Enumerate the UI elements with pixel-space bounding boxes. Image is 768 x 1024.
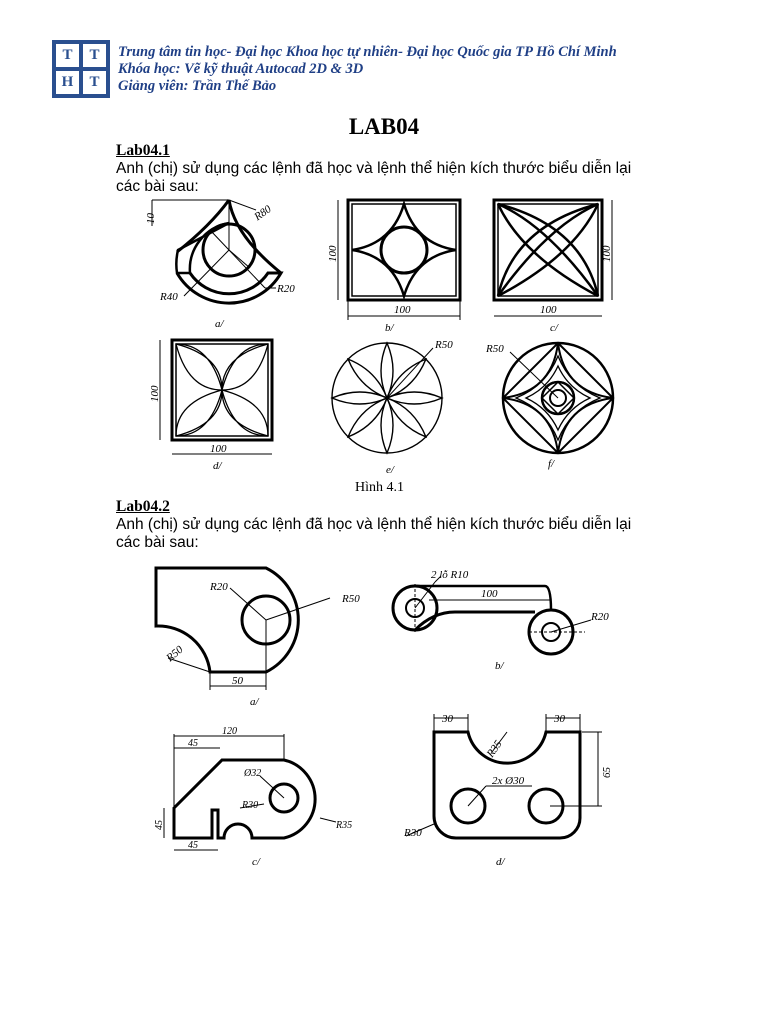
section-instruction-lab04-1: Anh (chị) sử dụng các lệnh đã học và lệnh thể hiện kích thước biểu diễn lại các bài sau: [116,160,632,195]
logo-letter: T [56,44,79,67]
figure-4-2-d [400,708,620,853]
document-header [118,44,617,95]
dim-2d-2x30: 2x Ø30 [492,775,525,787]
dim-2d-30-right: 30 [554,713,565,725]
dim-f-r50: R50 [486,343,504,355]
figure-label-b: b/ [385,322,394,334]
dim-2d-r30: R30 [404,827,422,839]
dim-2a-r20: R20 [210,581,228,593]
figure-label-d: d/ [213,460,222,472]
figure-label-c: c/ [550,322,558,334]
dim-2a-r50b: R50 [164,643,186,665]
figure-4-1-e [325,336,465,466]
dim-a-r20: R20 [277,283,295,295]
figure-label-2b: b/ [495,660,504,672]
header-institution: Trung tâm tin học- Đại học Khoa học tự nhiên- Đại học Quốc gia TP Hồ Chí Minh [118,44,617,60]
section-instruction-lab04-2: Anh (chị) sử dụng các lệnh đã học và lệnh thể hiện kích thước biểu diễn lại các bài sau: [116,516,632,551]
dim-2c-45-bottom: 45 [188,840,198,851]
page-title: LAB04 [348,114,420,139]
section-heading-lab04-2: Lab04.2 [116,498,170,515]
figure-label-2d: d/ [496,856,505,868]
figure-4-2-c [154,726,380,861]
dim-d-width: 100 [210,443,227,455]
center-logo [52,40,110,98]
dim-a-r40: R40 [160,291,178,303]
dim-2d-30-left: 30 [442,713,453,725]
section-heading-lab04-1: Lab04.1 [116,142,170,159]
dim-2c-r35: R35 [336,820,353,831]
dim-2d-65: 65 [601,767,613,778]
dim-a-10: 10 [145,213,157,224]
figure-label-2c: c/ [252,856,260,868]
dim-b-height: 100 [327,245,339,262]
dim-2c-120: 120 [222,726,237,737]
figure-4-1-c [492,196,632,326]
dim-2c-45-top: 45 [188,738,198,749]
dim-2b-r20: R20 [591,611,609,623]
dim-c-height: 100 [601,245,613,262]
figure-label-a: a/ [215,318,224,330]
figure-label-e: e/ [386,464,394,476]
dim-d-height: 100 [149,385,161,402]
figure-4-1-f [486,336,630,466]
logo-letter: T [83,71,106,94]
figure-label-f: f/ [548,458,555,470]
figure-4-2-b [385,564,625,664]
figure-4-1-d [150,336,280,461]
dim-a-r80: R80 [252,203,274,224]
logo-letter: H [56,71,79,94]
figure-4-1-a [140,196,310,316]
dim-2c-d32: Ø32 [244,768,262,779]
dim-2c-r30: R30 [242,800,259,811]
dim-e-r50: R50 [435,339,453,351]
header-course: Khóa học: Vẽ kỹ thuật Autocad 2D & 3D [118,61,364,77]
dim-2b-100: 100 [481,588,498,600]
dim-2b-holes: 2 lỗ R10 [431,569,469,581]
dim-2d-r35: R35 [484,738,505,760]
dim-2a-50: 50 [232,675,243,687]
header-instructor: Giảng viên: Trần Thế Bảo [118,78,277,94]
dim-2a-r50: R50 [342,593,360,605]
figure-label-2a: a/ [250,696,259,708]
figure-4-1-b [326,196,466,326]
dim-2c-45-left: 45 [154,820,165,830]
logo-letter: T [83,44,106,67]
dim-b-width: 100 [394,304,411,316]
dim-c-width: 100 [540,304,557,316]
figure-caption-4-1: Hình 4.1 [355,480,404,495]
figure-4-2-a [150,560,380,710]
